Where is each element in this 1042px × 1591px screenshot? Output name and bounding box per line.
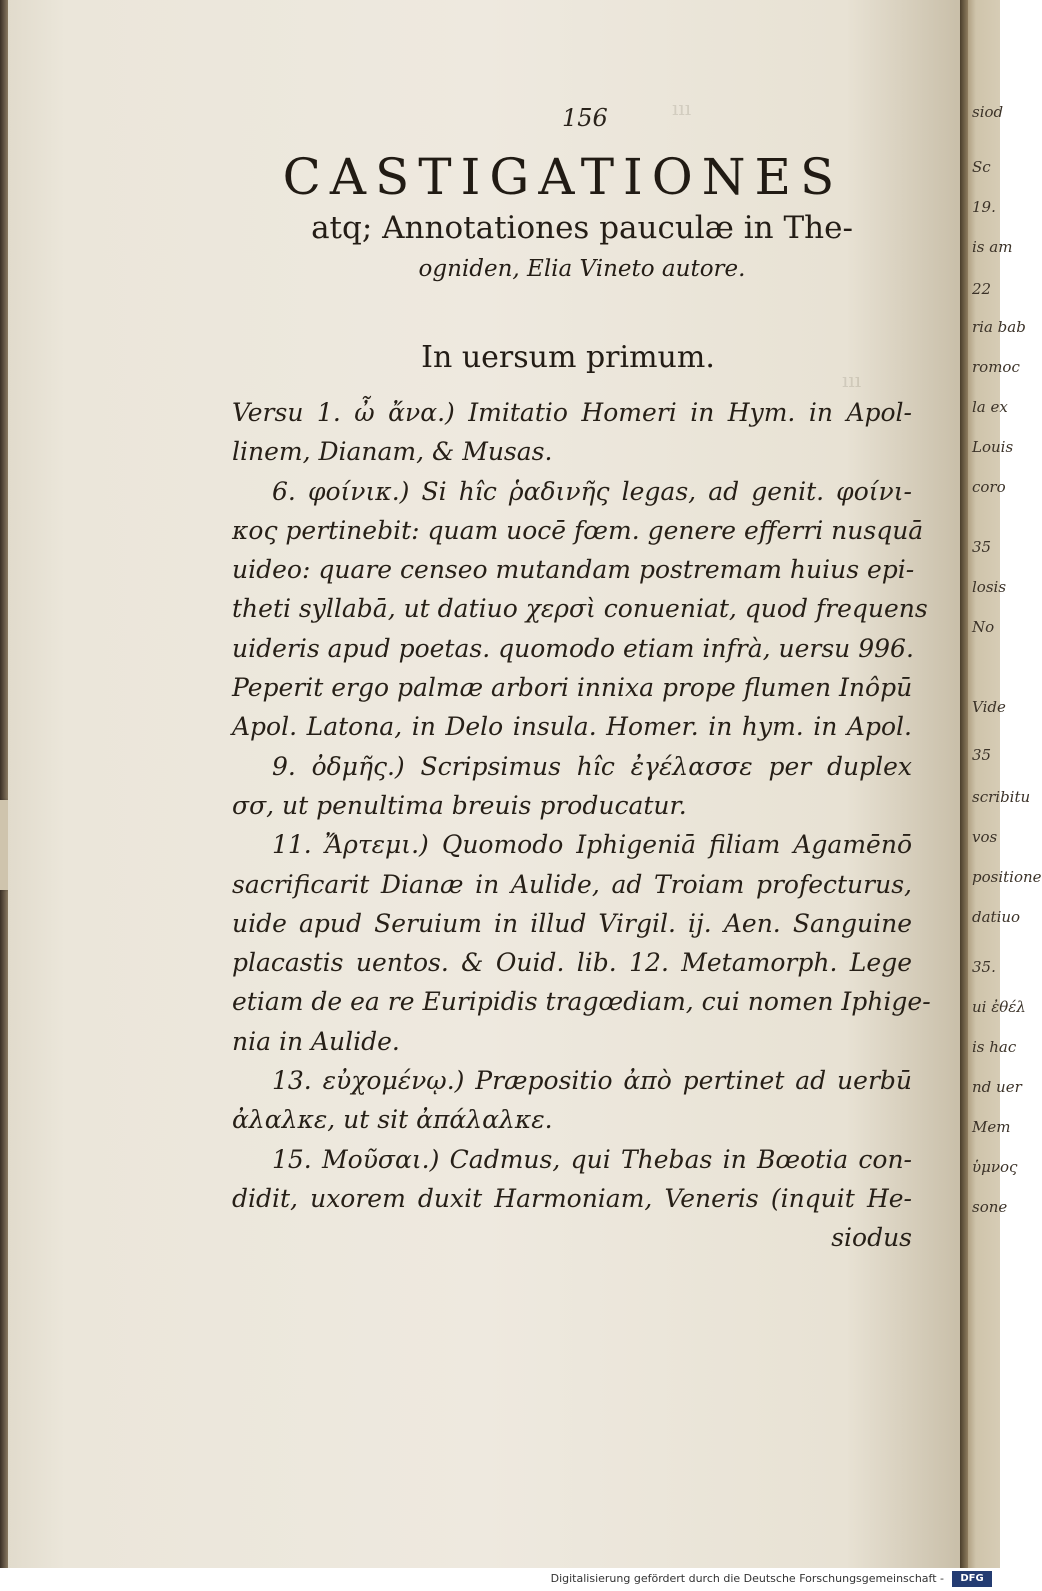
margin-note: 35 (972, 538, 992, 556)
funding-credit: Digitalisierung gefördert durch die Deutsche Forschungsgemeinschaft - (550, 1572, 944, 1585)
margin-note: scribitu (972, 788, 1031, 806)
margin-note: No (972, 618, 995, 636)
margin-note: romoc (972, 358, 1020, 376)
page-gutter (960, 0, 968, 1568)
text-line: σσ, ut penultima breuis producatur. (232, 790, 687, 820)
margin-note: nd uer (972, 1078, 1022, 1096)
page-title: CASTIGATIONES (282, 148, 844, 206)
margin-note: 35 (972, 746, 992, 764)
margin-note: losis (972, 578, 1007, 596)
margin-note: Sc (972, 158, 991, 176)
margin-note: Vide (972, 698, 1006, 716)
text-line: 9. ὀδμῆς.) Scripsimus hîc ἐγέλασσε per duplex (272, 751, 912, 781)
text-line: ἀλαλκε, ut sit ἀπάλαλκε. (232, 1105, 553, 1135)
footer-bar (0, 1568, 1000, 1591)
margin-note: siod (972, 103, 1004, 121)
text-line: nia in Aulide. (232, 1026, 400, 1056)
margin-note: ὑμνος (972, 1158, 1018, 1176)
text-line: theti syllabā, ut datiuo χερσὶ conueniat, quod frequens (232, 594, 928, 624)
margin-note: Louis (972, 438, 1014, 456)
margin-note: ria bab (972, 318, 1026, 336)
text-line: etiam de ea re Euripidis tragœdiam, cui nomen Iphige- (232, 987, 931, 1017)
margin-note: datiuo (972, 908, 1021, 926)
margin-note: la ex (972, 398, 1008, 416)
margin-note: coro (972, 478, 1006, 496)
margin-note: sone (972, 1198, 1008, 1216)
page-number: 156 (562, 104, 608, 132)
text-line: didit, uxorem duxit Harmoniam, Veneris (inquit He- (232, 1183, 912, 1213)
margin-note: 35. (972, 958, 996, 976)
text-line: uideo: quare censeo mutandam postremam huius epi- (232, 555, 915, 585)
margin-note: is hac (972, 1038, 1017, 1056)
text-line: 11. Ἄρτεμι.) Quomodo Iphigeniā filiam Agamēnō (272, 830, 912, 860)
margin-note: 19. (972, 198, 996, 216)
text-line: 13. εὐχομένῳ.) Præpositio ἀπὸ pertinet ad uerbū (272, 1066, 912, 1096)
page-subtitle-line-2: ogniden, Elia Vineto autore. (418, 256, 746, 282)
text-line: Apol. Latona, in Delo insula. Homer. in hym. in Apol. (232, 712, 912, 742)
margin-note: is am (972, 238, 1013, 256)
text-line: uideris apud poetas. quomodo etiam infrà, uersu 996. (232, 633, 914, 663)
text-line: Versu 1. ὦ ἄνα.) Imitatio Homeri in Hym. in Apol- (232, 398, 912, 427)
text-line: sacrificarit Dianæ in Aulide, ad Troiam profecturus, (232, 869, 912, 899)
book-left-edge (0, 0, 8, 1568)
text-line: uide apud Seruium in illud Virgil. ij. Aen. Sanguine (232, 908, 912, 938)
margin-note: 22 (972, 280, 992, 298)
section-heading: In uersum primum. (421, 340, 715, 375)
text-line: Peperit ergo palmæ arbori innixa prope flumen Inôpū (232, 673, 913, 703)
show-through-mark: ııı (672, 96, 692, 120)
text-line: 6. φοίνικ.) Si hîc ῥαδινῆς legas, ad genit. φοίνι- (272, 476, 912, 506)
text-line: placastis uentos. & Ouid. lib. 12. Metamorph. Lege (232, 948, 912, 978)
show-through-mark: ııı (842, 368, 862, 392)
margin-note: positione (972, 868, 1042, 886)
body-text (232, 393, 931, 1258)
page-subtitle-line-1: atq; Annotationes pauculæ in The- (311, 210, 853, 246)
margin-note: Mem (972, 1118, 1011, 1136)
margin-note: vos (972, 828, 998, 846)
text-line: linem, Dianam, & Musas. (232, 437, 553, 467)
margin-note: ui ἐθέλ (972, 998, 1026, 1016)
dfg-logo: DFG (952, 1571, 992, 1587)
text-line: 15. Μοῦσαι.) Cadmus, qui Thebas in Bœotia con- (272, 1144, 912, 1174)
text-line: κος pertinebit: quam uocē fœm. genere efferri nusquā (232, 515, 924, 545)
catchword: siodus (831, 1223, 912, 1253)
